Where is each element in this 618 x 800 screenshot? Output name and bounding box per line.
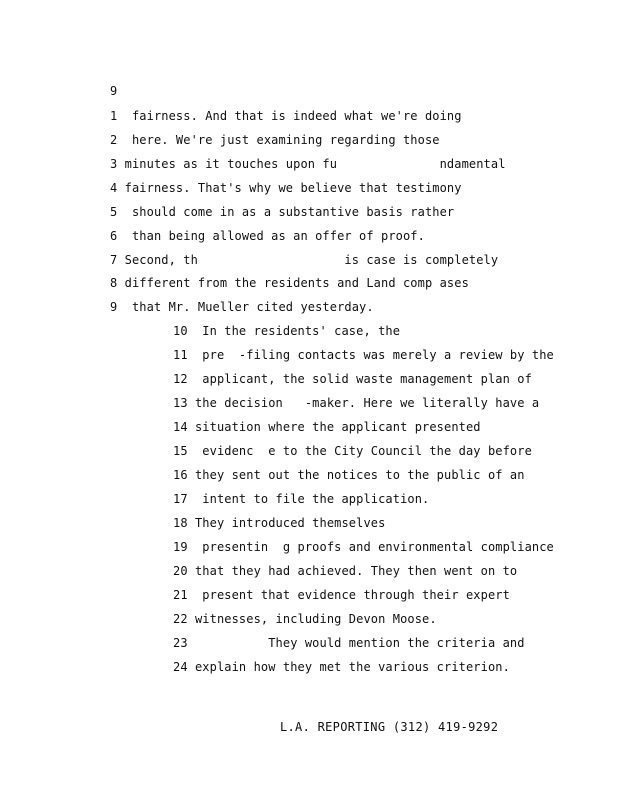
transcript-line: 19 presentin g proofs and environmental compliance [173, 540, 554, 554]
reporting-footer: L.A. REPORTING (312) 419-9292 [280, 720, 499, 734]
transcript-line: 22 witnesses, including Devon Moose. [173, 612, 437, 626]
transcript-line: 24 explain how they met the various criterion. [173, 660, 510, 674]
page-number: 9 [110, 84, 118, 98]
transcript-line: 8 different from the residents and Land comp ases [110, 276, 469, 290]
transcript-line: 2 here. We're just examining regarding those [110, 133, 440, 147]
transcript-line: 20 that they had achieved. They then went on to [173, 564, 518, 578]
transcript-line: 12 applicant, the solid waste management plan of [173, 372, 532, 386]
transcript-line: 9 that Mr. Mueller cited yesterday. [110, 300, 374, 314]
transcript-line: 11 pre -filing contacts was merely a review by the [173, 348, 554, 362]
transcript-line: 6 than being allowed as an offer of proof. [110, 229, 425, 243]
transcript-line: 13 the decision -maker. Here we literally have a [173, 396, 540, 410]
transcript-line: 18 They introduced themselves [173, 516, 386, 530]
transcript-line: 21 present that evidence through their expert [173, 588, 510, 602]
transcript-line: 14 situation where the applicant presented [173, 420, 481, 434]
transcript-line: 23 They would mention the criteria and [173, 636, 525, 650]
transcript-line: 16 they sent out the notices to the public of an [173, 468, 525, 482]
transcript-line: 5 should come in as a substantive basis rather [110, 205, 455, 219]
transcript-line: 10 In the residents' case, the [173, 324, 401, 338]
transcript-line: 3 minutes as it touches upon fu ndamental [110, 157, 506, 171]
transcript-line: 15 evidenc e to the City Council the day before [173, 444, 532, 458]
transcript-line: 1 fairness. And that is indeed what we're doing [110, 109, 462, 123]
transcript-line: 17 intent to file the application. [173, 492, 430, 506]
transcript-line: 4 fairness. That's why we believe that testimony [110, 181, 462, 195]
transcript-line: 7 Second, th is case is completely [110, 253, 499, 267]
